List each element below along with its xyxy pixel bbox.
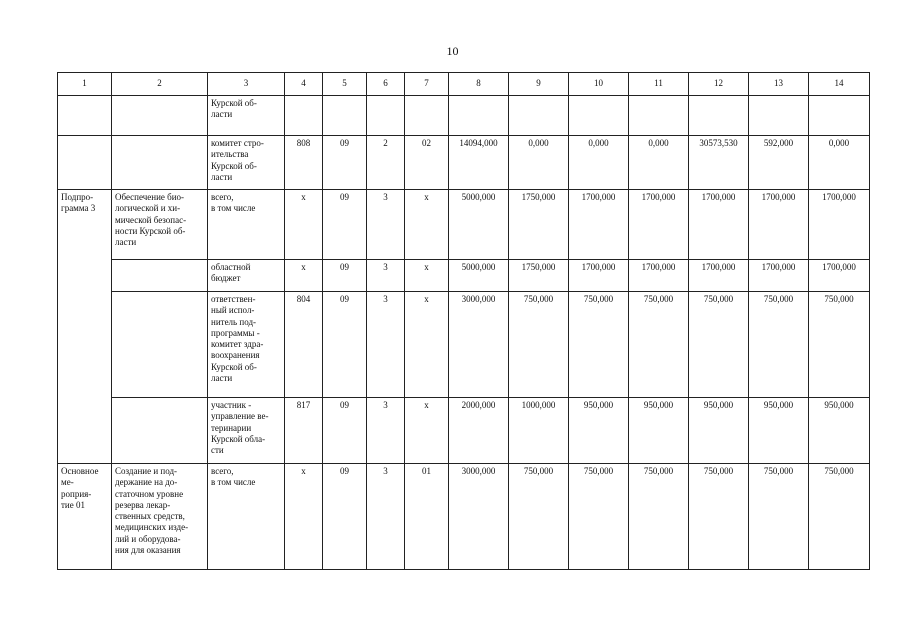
column-number: 3 [208, 73, 285, 96]
cell-value [689, 96, 749, 136]
table-row [58, 96, 870, 136]
cell-value [449, 96, 509, 136]
column-number: 13 [749, 73, 809, 96]
cell-value: 808 [285, 136, 323, 190]
cell-value: 09 [323, 292, 367, 398]
budget-table [57, 72, 870, 570]
cell-status [58, 96, 112, 136]
cell-status: Подпро- грамма 3 [58, 190, 112, 464]
cell-value: 2 [367, 136, 405, 190]
cell-status: Основное ме- роприя- тие 01 [58, 464, 112, 570]
column-number: 14 [809, 73, 870, 96]
cell-value: 1700,000 [749, 190, 809, 260]
cell-value: 1700,000 [569, 190, 629, 260]
cell-value: 0,000 [569, 136, 629, 190]
cell-value [323, 96, 367, 136]
cell-value: 14094,000 [449, 136, 509, 190]
cell-value: 1700,000 [809, 190, 870, 260]
table-row [58, 136, 870, 190]
cell-value [749, 96, 809, 136]
cell-value: 0,000 [509, 136, 569, 190]
cell-value: 950,000 [749, 398, 809, 464]
cell-name [112, 292, 208, 398]
cell-value: 750,000 [629, 292, 689, 398]
cell-name [112, 260, 208, 292]
cell-value: x [285, 190, 323, 260]
cell-value: 804 [285, 292, 323, 398]
cell-value: 750,000 [809, 292, 870, 398]
column-number: 7 [405, 73, 449, 96]
cell-executor: ответствен- ный испол- нитель под- программы - комитет здра- воохранения Курской об- ласти [208, 292, 285, 398]
cell-executor: областной бюджет [208, 260, 285, 292]
cell-value: 950,000 [569, 398, 629, 464]
table-row [58, 190, 870, 260]
cell-value: 1000,000 [509, 398, 569, 464]
column-number: 12 [689, 73, 749, 96]
page-number: 10 [446, 44, 459, 58]
cell-value: 01 [405, 464, 449, 570]
cell-value: 09 [323, 260, 367, 292]
cell-value: 1700,000 [569, 260, 629, 292]
cell-value: 09 [323, 136, 367, 190]
cell-value: 2000,000 [449, 398, 509, 464]
cell-value: 750,000 [749, 292, 809, 398]
cell-value [809, 96, 870, 136]
cell-value: 0,000 [629, 136, 689, 190]
cell-value: 02 [405, 136, 449, 190]
cell-value: x [405, 292, 449, 398]
cell-value: 750,000 [569, 292, 629, 398]
cell-value: 5000,000 [449, 260, 509, 292]
column-number: 1 [58, 73, 112, 96]
cell-value: 817 [285, 398, 323, 464]
table-row [58, 260, 870, 292]
cell-name [112, 96, 208, 136]
cell-value: x [405, 190, 449, 260]
cell-value: 1700,000 [629, 260, 689, 292]
cell-value: 09 [323, 190, 367, 260]
column-number: 4 [285, 73, 323, 96]
cell-value: 3 [367, 398, 405, 464]
table-row [58, 464, 870, 570]
cell-value: 3 [367, 190, 405, 260]
cell-value [367, 96, 405, 136]
cell-value: 3000,000 [449, 464, 509, 570]
cell-value [569, 96, 629, 136]
cell-value: x [285, 464, 323, 570]
table-row [58, 398, 870, 464]
cell-name: Создание и под- держание на до- статочном уровне резерва лекар- ственных средств, медицинских изде- лий и оборудова- ния для оказания [112, 464, 208, 570]
cell-status [58, 136, 112, 190]
cell-name: Обеспечение био- логической и хи- мической безопас- ности Курской об- ласти [112, 190, 208, 260]
cell-value: 3 [367, 292, 405, 398]
cell-value: 1700,000 [629, 190, 689, 260]
cell-value: 750,000 [689, 464, 749, 570]
column-number-row [58, 73, 870, 96]
cell-executor: комитет стро- ительства Курской об- ласти [208, 136, 285, 190]
column-number: 10 [569, 73, 629, 96]
cell-value: 750,000 [749, 464, 809, 570]
cell-value: 750,000 [689, 292, 749, 398]
cell-executor: всего, в том числе [208, 464, 285, 570]
cell-value [405, 96, 449, 136]
cell-value: 3000,000 [449, 292, 509, 398]
cell-value: 3 [367, 464, 405, 570]
cell-value: 3 [367, 260, 405, 292]
cell-value: 950,000 [629, 398, 689, 464]
cell-name [112, 136, 208, 190]
cell-value: 750,000 [509, 292, 569, 398]
cell-value: 5000,000 [449, 190, 509, 260]
cell-value: x [285, 260, 323, 292]
cell-executor: всего, в том числе [208, 190, 285, 260]
cell-value [509, 96, 569, 136]
cell-value: 750,000 [509, 464, 569, 570]
cell-value: 0,000 [809, 136, 870, 190]
cell-value: 30573,530 [689, 136, 749, 190]
cell-value: 750,000 [809, 464, 870, 570]
cell-value: 592,000 [749, 136, 809, 190]
cell-value: 950,000 [809, 398, 870, 464]
cell-value: 1700,000 [809, 260, 870, 292]
cell-value: 1700,000 [689, 260, 749, 292]
cell-value: 1750,000 [509, 190, 569, 260]
cell-value: x [405, 260, 449, 292]
cell-value [285, 96, 323, 136]
cell-executor: Курской об- ласти [208, 96, 285, 136]
cell-value: 750,000 [569, 464, 629, 570]
column-number: 9 [509, 73, 569, 96]
column-number: 2 [112, 73, 208, 96]
cell-value: 1700,000 [749, 260, 809, 292]
cell-value: 09 [323, 398, 367, 464]
cell-value: 950,000 [689, 398, 749, 464]
column-number: 5 [323, 73, 367, 96]
cell-value: x [405, 398, 449, 464]
cell-value: 1750,000 [509, 260, 569, 292]
column-number: 8 [449, 73, 509, 96]
cell-value: 1700,000 [689, 190, 749, 260]
cell-value [629, 96, 689, 136]
column-number: 11 [629, 73, 689, 96]
column-number: 6 [367, 73, 405, 96]
cell-executor: участник - управление ве- теринарии Курской обла- сти [208, 398, 285, 464]
cell-name [112, 398, 208, 464]
table-row [58, 292, 870, 398]
cell-value: 09 [323, 464, 367, 570]
cell-value: 750,000 [629, 464, 689, 570]
